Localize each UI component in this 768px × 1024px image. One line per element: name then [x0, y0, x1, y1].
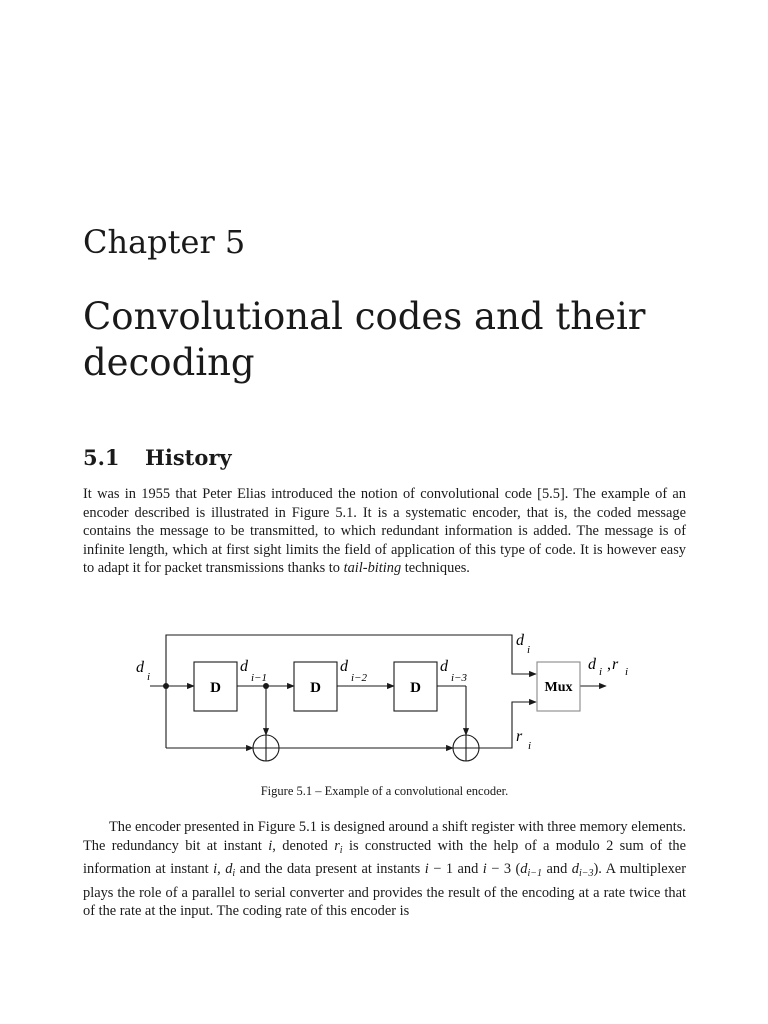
intro-italic-term: tail-biting	[343, 560, 402, 576]
figure-caption: Figure 5.1 – Example of a convolutional encoder.	[260, 784, 509, 798]
math-d-sub: i	[232, 868, 236, 879]
tap-label-1: d	[240, 658, 248, 675]
math-i-2: i	[213, 861, 218, 877]
intro-text-end: techniques.	[401, 560, 470, 576]
encoder-text-9: ). A multiplexer plays the role of a parallel to serial converter and provides the result of the encoding at a rate twice that of the rate at the input. The coding rate of this encoder is	[83, 861, 686, 919]
encoder-paragraph	[83, 818, 686, 921]
section-title: History	[145, 445, 232, 470]
encoder-text-2: , denoted	[272, 837, 335, 854]
output-label-d-sub: i	[599, 666, 603, 678]
math-d-i-1: d	[520, 861, 528, 877]
math-r-sub: i	[339, 844, 343, 856]
mux-label: Mux	[544, 680, 573, 695]
input-label-sub: i	[147, 671, 151, 683]
tap-label-2-sub: i−2	[351, 672, 367, 684]
intro-text: It was in 1955 that Peter Elias introduced the notion of convolutional code [5.5]. The example of an encoder described is illustrated in Figure 5.1. It is a systematic encoder, that is, the coded message contains the message to be transmitted, to which redundant information is added. The message is of infinite length, which at first sight limits the field of application of this type of code. It is however easy to adapt it for packet transmissions thanks to	[83, 486, 686, 576]
systematic-label: d	[516, 632, 524, 649]
math-d-i-1-sub: i−1	[527, 868, 543, 879]
junction-input	[163, 683, 169, 689]
output-label-r: r	[612, 656, 619, 673]
adder-2	[453, 735, 479, 761]
encoder-text-1: The encoder presented in Figure 5.1 is designed around a shift register with three memory elements. The redundancy bit at instant	[83, 819, 686, 854]
adder-1	[253, 735, 279, 761]
chapter-title: Convolutional codes and their decoding	[83, 295, 646, 384]
redundancy-label: r	[516, 728, 523, 745]
section-heading	[83, 444, 232, 472]
encoder-text-4: ,	[217, 861, 226, 877]
redundancy-label-sub: i	[528, 740, 532, 752]
tap-label-2: d	[340, 658, 348, 675]
input-label: d	[136, 659, 144, 676]
encoder-text-6: − 1 and	[428, 861, 483, 877]
output-label-d: d	[588, 656, 596, 673]
tap-label-3: d	[440, 658, 448, 675]
math-d-i-3: d	[571, 861, 579, 877]
encoder-text-8: and	[542, 861, 572, 877]
math-i-3: i	[424, 861, 429, 877]
register-label-3: D	[410, 680, 421, 696]
encoder-text-5: and the data present at instants	[235, 861, 425, 877]
math-d-i-3-sub: i−3	[578, 868, 594, 879]
math-i-4: i	[482, 861, 487, 877]
output-label-r-sub: i	[625, 666, 629, 678]
register-label-1: D	[210, 680, 221, 696]
intro-paragraph	[83, 485, 686, 578]
output-label-sep: ,	[607, 656, 611, 673]
encoder-text-3: is constructed with the help of a modulo 2 sum of the information at instant	[83, 837, 686, 877]
tap-label-3-sub: i−3	[451, 672, 467, 684]
chapter-label: Chapter 5	[83, 223, 246, 261]
systematic-label-sub: i	[527, 644, 531, 656]
math-r: r	[334, 837, 340, 854]
register-label-2: D	[310, 680, 321, 696]
section-number: 5.1	[83, 445, 120, 470]
encoder-figure	[0, 620, 768, 780]
encoder-text-7: − 3 (	[486, 861, 521, 877]
math-i-1: i	[268, 837, 273, 854]
math-d: d	[225, 861, 233, 877]
tap-label-1-sub: i−1	[251, 672, 267, 684]
